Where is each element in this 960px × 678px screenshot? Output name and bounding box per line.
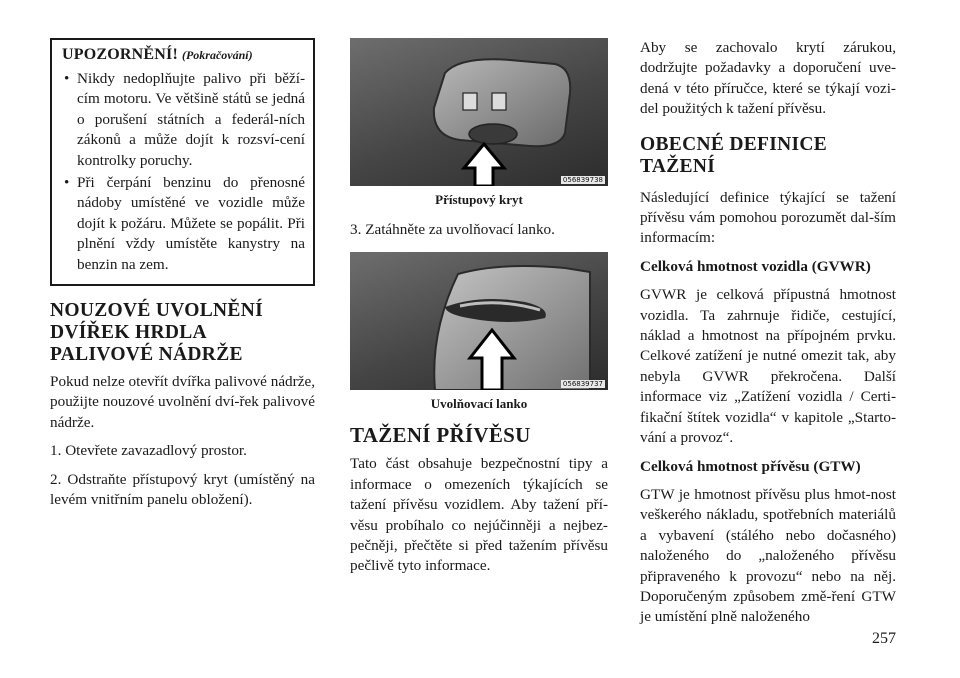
release-cable-photo (350, 252, 608, 390)
figure-code: 056839737 (562, 380, 603, 389)
warning-bullet (62, 69, 305, 171)
heading-line: DVÍŘEK HRDLA (50, 322, 207, 344)
bullet-icon: • (64, 174, 70, 192)
step-3: 3. Zatáhněte za uvolňovací lanko. (350, 221, 555, 238)
release-cable-illustration (350, 252, 608, 390)
warning-continued: (Pokračování) (181, 48, 253, 62)
bullet-icon: • (64, 70, 70, 87)
trailer-towing-intro: Tato část obsahuje bezpečnostní tipy a informace o omezeních týkajících se tažení přívěsu vozidlem. Aby tažení pří-věsu probíhalo co nejúčinněji a nejbez-pečněji, přečtěte si před tažením přívěsu pečlivě tyto informace. (350, 455, 608, 575)
heading-line: NOUZOVÉ UVOLNĚNÍ (50, 300, 263, 322)
heading-line: PALIVOVÉ NÁDRŽE (50, 344, 243, 366)
warning-box (50, 38, 315, 286)
trailer-towing-heading: TAŽENÍ PŘÍVĚSU (350, 423, 531, 448)
left-column (50, 38, 315, 511)
emergency-release-intro: Pokud nelze otevřít dvířka palivové nádrže, použijte nouzové uvolnění dví-řek palivové nádrže. (50, 373, 315, 431)
warning-title (62, 46, 305, 64)
gtw-title: Celková hmotnost přívěsu (GTW) (640, 457, 861, 475)
emergency-release-heading (50, 300, 315, 366)
middle-column (350, 38, 608, 577)
warning-title-text: UPOZORNĚNÍ! (62, 46, 178, 63)
access-cover-illustration (350, 38, 608, 186)
definitions-heading (640, 134, 896, 178)
right-column (640, 38, 896, 628)
gvwr-title: Celková hmotnost vozidla (GVWR) (640, 257, 871, 275)
heading-line: TAŽENÍ (640, 155, 716, 177)
figure-caption: Uvolňovací lanko (430, 396, 528, 412)
access-cover-photo (350, 38, 608, 186)
warning-bullet (62, 173, 305, 275)
figure-caption: Přístupový kryt (435, 192, 523, 207)
step-2: 2. Odstraňte přístupový kryt (umístěný na levém vnitřním panelu obložení). (50, 470, 315, 509)
step-1: 1. Otevřete zavazadlový prostor. (50, 442, 247, 460)
warning-bullet-text: Nikdy nedoplňujte palivo při běží-cím motoru. Ve většině států se jedná o porušení státních a federál-ních zákonů a může dojít k rozsví-cení kontrolky poruchy. (77, 70, 305, 169)
heading-line: OBECNÉ DEFINICE (640, 133, 828, 155)
page-number: 257 (872, 630, 896, 647)
gvwr-text: GVWR je celková přípustná hmotnost vozidla. Ta zahrnuje řidiče, cestující, náklad a hmotnost na přípojném prvku. Celkové zatížení je nutné omezit tak, aby nebyla GVWR překročena. Další informace viz „Zatížení vozidla / Certi-fikační štítek vozidla“ v kapitole „Starto-vání a provoz“. (640, 286, 896, 447)
figure-code: 056839738 (562, 176, 603, 184)
warranty-paragraph: Aby se zachovalo krytí zárukou, dodržujte požadavky a doporučení uve-dená v této příručce, které se týkají vozi-del použitých k tažení přívěsu. (640, 39, 896, 118)
warning-bullet-text: Při čerpání benzinu do přenosné nádoby umístěné ve vozidle může dojít k požáru. Můžete se popálit. Při plnění vždy umístěte kanystry na benzin na zem. (77, 174, 305, 273)
definitions-intro: Následující definice týkající se tažení přívěsu vám pomohou porozumět dal-ším informacím: (640, 188, 896, 247)
gtw-text: GTW je hmotnost přívěsu plus hmot-nost veškerého nákladu, spotřebních materiálů a vybavení (stálého nebo dočasného) naloženého do „naloženého přívěsu připraveného k provozu“ nebo na něj. Doporučeným způsobem změ-ření GTW je umístění plně naloženého (640, 485, 896, 626)
